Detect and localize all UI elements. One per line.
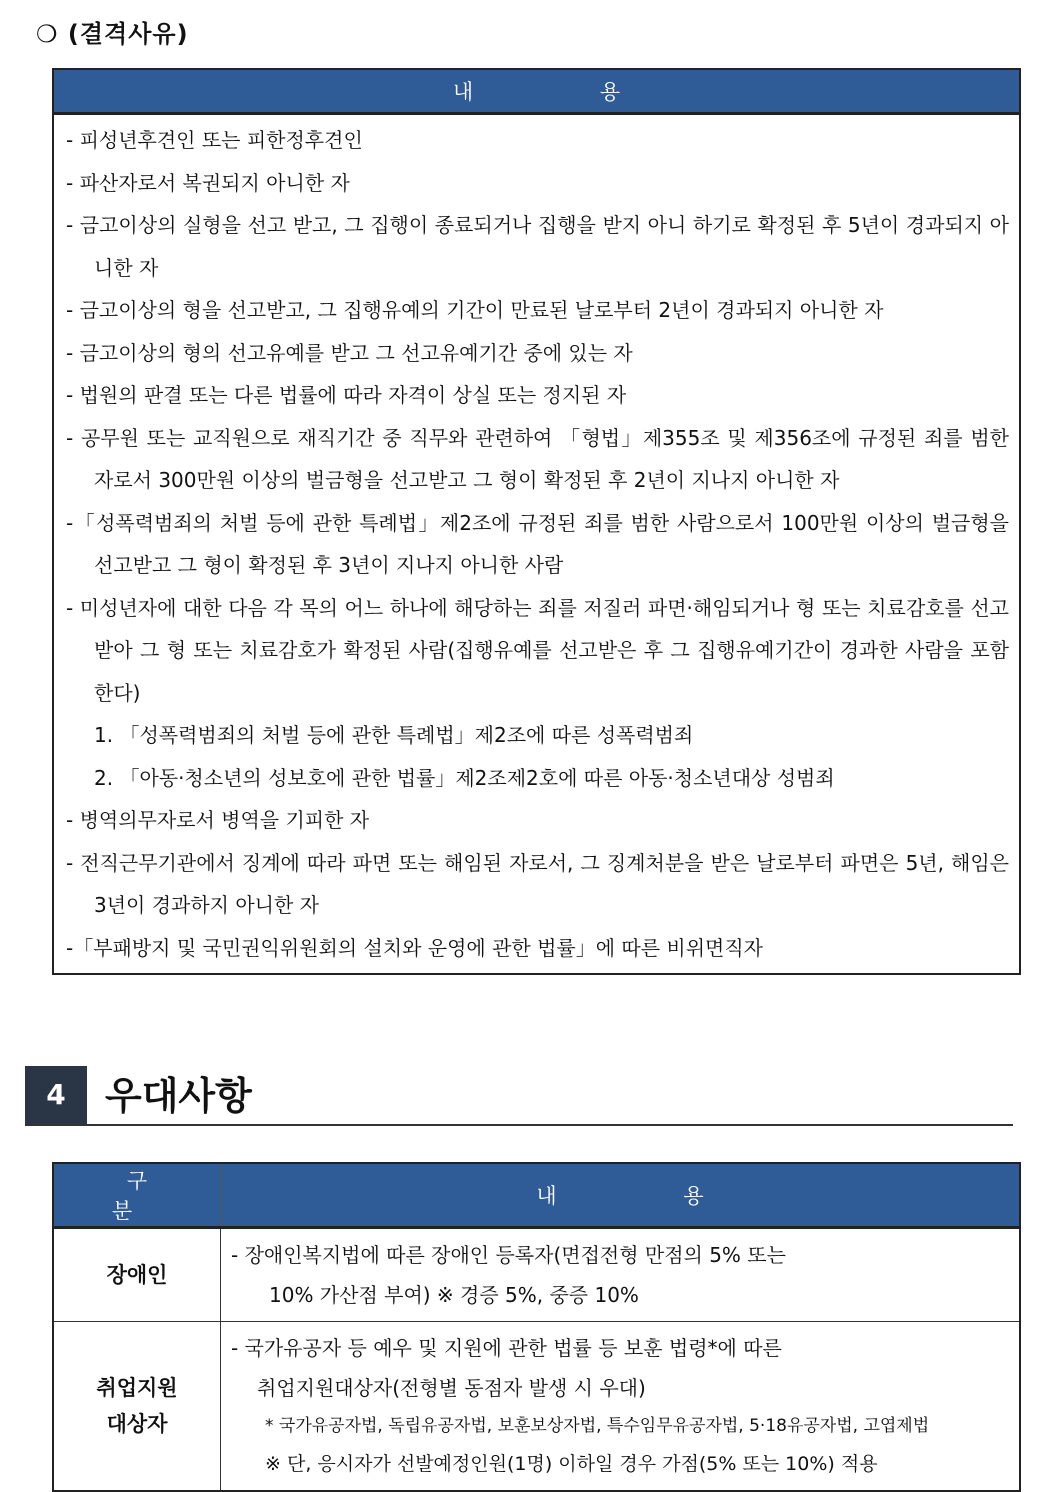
footnote: * 국가유공자법, 독립유공자법, 보훈보상자법, 특수임무유공자법, 5·18유공자법, 고엽제법 [265, 1416, 930, 1436]
table-body [53, 114, 1020, 975]
disqualification-table [52, 68, 1021, 975]
row-category: 장애인 [53, 1228, 221, 1322]
category-line: 대상자 [106, 1412, 168, 1436]
content-line: - 국가유공자 등 예우 및 지원에 관한 법률 등 보훈 법령*에 따른 [231, 1336, 782, 1360]
row-content [221, 1228, 1021, 1322]
list-item: - 금고이상의 형을 선고받고, 그 집행유예의 기간이 만료된 날로부터 2년이 경과되지 아니한 자 [66, 298, 884, 322]
list-item: - 병역의무자로서 병역을 기피한 자 [66, 808, 370, 832]
section-title: 우대사항 [105, 1074, 252, 1118]
content-line: 10% 가산점 부여) ※ 경증 5%, 중증 10% [269, 1283, 639, 1307]
list-item: - 파산자로서 복권되지 아니한 자 [66, 170, 350, 195]
content-line: 취업지원대상자(전형별 동점자 발생 시 우대) [257, 1376, 646, 1400]
list-item: - 법원의 판결 또는 다른 법률에 따라 자격이 상실 또는 정지된 자 [66, 383, 627, 407]
section-header [25, 1066, 1013, 1126]
section-number: 4 [25, 1066, 87, 1124]
list-item: - 공무원 또는 교직원으로 재직기간 중 직무와 관련하여 「형법」제355조 및 제356조에 규정된 죄를 범한 자로서 300만원 이상의 벌금형을 선고받고 그 형이 확정된 후 2년이 지나지 아니한 자 [66, 425, 1009, 492]
sub-list-item: 1. 「성폭력범죄의 처벌 등에 관한 특례법」제2조에 따른 성폭력범죄 [94, 723, 694, 747]
list-item: -「성폭력범죄의 처벌 등에 관한 특례법」제2조에 규정된 죄를 범한 사람으로서 100만원 이상의 벌금형을 선고받고 그 형이 확정된 후 3년이 지나지 아니한 사람 [66, 510, 1009, 577]
list-item: - 피성년후견인 또는 피한정후견인 [66, 128, 363, 152]
table-header: 내 용 [53, 69, 1020, 114]
list-item: - 금고이상의 형의 선고유예를 받고 그 선고유예기간 중에 있는 자 [66, 340, 633, 365]
content-line: - 장애인복지법에 따른 장애인 등록자(면접전형 만점의 5% 또는 [231, 1243, 786, 1267]
preference-table [52, 1162, 1021, 1492]
table-row [53, 1322, 1020, 1492]
column-header-category: 구 분 [53, 1163, 221, 1228]
list-item: - 전직근무기관에서 징계에 따라 파면 또는 해임된 자로서, 그 징계처분을 받은 날로부터 파면은 5년, 해임은 3년이 경과하지 아니한 자 [66, 850, 1009, 917]
sub-list-item: 2. 「아동·청소년의 성보호에 관한 법률」제2조제2호에 따른 아동·청소년대상 성범죄 [94, 765, 835, 790]
footnote: ※ 단, 응시자가 선발예정인원(1명) 이하일 경우 가점(5% 또는 10%) 적용 [265, 1453, 878, 1475]
category-line: 취업지원 [96, 1376, 178, 1400]
row-content [221, 1322, 1021, 1492]
list-item: - 금고이상의 실형을 선고 받고, 그 집행이 종료되거나 집행을 받지 아니 하기로 확정된 후 5년이 경과되지 아니한 자 [66, 213, 1009, 280]
section-heading: ❍ (결격사유) [36, 20, 189, 48]
row-category [53, 1322, 221, 1492]
table-row [53, 1228, 1020, 1322]
list-item: -「부패방지 및 국민권익위원회의 설치와 운영에 관한 법률」에 따른 비위면직자 [66, 935, 763, 960]
list-item: - 미성년자에 대한 다음 각 목의 어느 하나에 해당하는 죄를 저질러 파면·해임되거나 형 또는 치료감호를 선고받아 그 형 또는 치료감호가 확정된 사람(집행유예를 선고받은 후 그 집행유예기간이 경과한 사람을 포함한다) [66, 595, 1009, 705]
column-header-content: 내 용 [221, 1163, 1021, 1228]
